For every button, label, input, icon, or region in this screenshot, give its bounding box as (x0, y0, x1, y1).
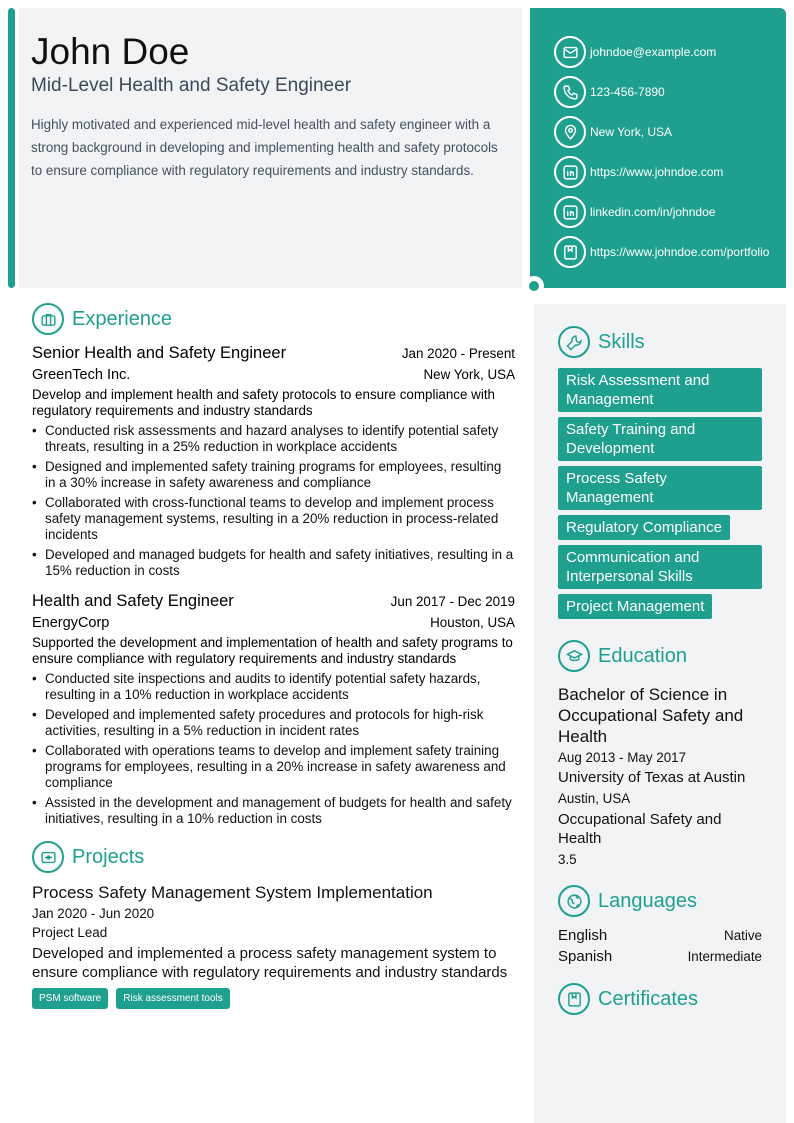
job-bullet: • Conducted risk assessments and hazard analyses to identify potential safety threats, resulting in a 25% reduction in workplace accidents (32, 423, 515, 455)
education-date: Aug 2013 - May 2017 (558, 750, 687, 765)
globe-icon (558, 885, 590, 917)
project-tags (32, 988, 515, 1009)
accent-bar (8, 8, 15, 288)
project-tag: Risk assessment tools (116, 988, 229, 1009)
education-location: Austin, USA (558, 791, 631, 806)
project-tag: PSM software (32, 988, 108, 1009)
contact-location (554, 112, 786, 152)
project-icon (32, 841, 64, 873)
projects-title: Projects (72, 845, 145, 868)
job-bullets (32, 423, 515, 579)
briefcase-icon (32, 303, 64, 335)
languages-heading (558, 885, 762, 917)
contact-email-text: johndoe@example.com (590, 45, 717, 59)
linkedin-icon (554, 156, 586, 188)
graduation-cap-icon (558, 640, 590, 672)
location-pin-icon (554, 116, 586, 148)
experience-heading (32, 303, 515, 335)
projects-heading (32, 841, 515, 873)
language-name: English (558, 927, 608, 944)
job-description: Supported the development and implementation of health and safety programs to ensure compliance with regulatory requirements and industry standards (32, 635, 513, 666)
skills-heading (558, 326, 762, 358)
sidebar (534, 304, 786, 1123)
skill-chip: Process Safety Management (558, 466, 762, 510)
wrench-icon (558, 326, 590, 358)
contact-phone-text: 123-456-7890 (590, 85, 665, 99)
skill-chip: Safety Training and Development (558, 417, 762, 461)
education-title: Education (598, 644, 687, 667)
education-degree: Bachelor of Science in Occupational Safety and Health (558, 685, 744, 746)
skill-chip: Project Management (558, 594, 712, 619)
certificates-heading (558, 983, 762, 1015)
project-title: Process Safety Management System Implementation (32, 883, 433, 902)
timeline-dot (524, 276, 544, 296)
contact-linkedin-text: linkedin.com/in/johndoe (590, 205, 716, 219)
job-title: Senior Health and Safety Engineer (32, 344, 287, 362)
certificates-title: Certificates (598, 987, 699, 1010)
job-bullet: • Developed and implemented safety procedures and protocols for high-risk activities, resulting in a 5% reduction in incident rates (32, 707, 515, 739)
contact-panel (530, 8, 786, 288)
job-bullet: • Collaborated with cross-functional teams to develop and implement process safety management systems, resulting in a 20% reduction in process-related incidents (32, 495, 515, 543)
language-row (558, 927, 762, 944)
project-date: Jan 2020 - Jun 2020 (32, 906, 155, 921)
certificate-icon (558, 983, 590, 1015)
language-level: Native (724, 928, 762, 943)
job-company: EnergyCorp (32, 615, 110, 631)
portfolio-icon (554, 236, 586, 268)
contact-email[interactable] (554, 32, 786, 72)
contact-portfolio-text: https://www.johndoe.com/portfolio (590, 245, 770, 259)
job-bullets (32, 671, 515, 827)
skills-list (558, 368, 762, 624)
job-date: Jun 2017 - Dec 2019 (390, 594, 515, 609)
job-date: Jan 2020 - Present (401, 346, 515, 361)
skill-chip: Communication and Interpersonal Skills (558, 545, 762, 589)
language-level: Intermediate (687, 949, 762, 964)
education-school: University of Texas at Austin (558, 769, 746, 786)
contact-portfolio[interactable] (554, 232, 786, 272)
job-bullet: • Collaborated with operations teams to develop and implement safety training programs for employees, resulting in a 20% increase in safety awareness and compliance (32, 743, 515, 791)
header-summary-panel (19, 8, 522, 288)
job-entry (32, 344, 515, 579)
job-bullet: • Designed and implemented safety training programs for employees, resulting in a 30% increase in safety awareness and compliance (32, 459, 515, 491)
contact-linkedin[interactable] (554, 192, 786, 232)
candidate-role: Mid-Level Health and Safety Engineer (31, 75, 352, 96)
education-field: Occupational Safety and Health (558, 811, 722, 847)
job-bullet: • Conducted site inspections and audits to identify potential safety hazards, resulting in a 10% reduction in workplace accidents (32, 671, 515, 703)
skill-chip: Risk Assessment and Management (558, 368, 762, 412)
summary-text: Highly motivated and experienced mid-level health and safety engineer with a strong background in developing and implementing health and safety protocols to ensure compliance with regulatory requirements and industry standards. (31, 117, 498, 178)
language-row (558, 948, 762, 965)
job-location: New York, USA (423, 367, 515, 382)
phone-icon (554, 76, 586, 108)
contact-location-text: New York, USA (590, 125, 673, 139)
skill-chip: Regulatory Compliance (558, 515, 730, 540)
mail-icon (554, 36, 586, 68)
job-title: Health and Safety Engineer (32, 592, 234, 610)
job-company: GreenTech Inc. (32, 367, 131, 383)
project-role: Project Lead (32, 925, 108, 940)
experience-title: Experience (72, 307, 173, 330)
language-name: Spanish (558, 948, 613, 965)
main-column (32, 303, 515, 1009)
education-gpa: 3.5 (558, 852, 577, 867)
job-bullet: • Assisted in the development and management of budgets for health and safety initiatives, resulting in a 10% reduction in costs (32, 795, 515, 827)
languages-title: Languages (598, 889, 697, 912)
contact-website-text: https://www.johndoe.com (590, 165, 724, 179)
project-description: Developed and implemented a process safety management system to ensure compliance with regulatory requirements and industry standards (32, 945, 508, 981)
job-description: Develop and implement health and safety protocols to ensure compliance with regulatory requirements and industry standards (32, 387, 495, 418)
contact-phone[interactable] (554, 72, 786, 112)
job-location: Houston, USA (430, 615, 515, 630)
job-bullet: • Developed and managed budgets for health and safety initiatives, resulting in a 15% reduction in costs (32, 547, 515, 579)
candidate-name: John Doe (31, 31, 190, 72)
linkedin-icon (554, 196, 586, 228)
skills-title: Skills (598, 330, 645, 353)
job-entry (32, 592, 515, 827)
education-heading (558, 640, 762, 672)
contact-website[interactable] (554, 152, 786, 192)
